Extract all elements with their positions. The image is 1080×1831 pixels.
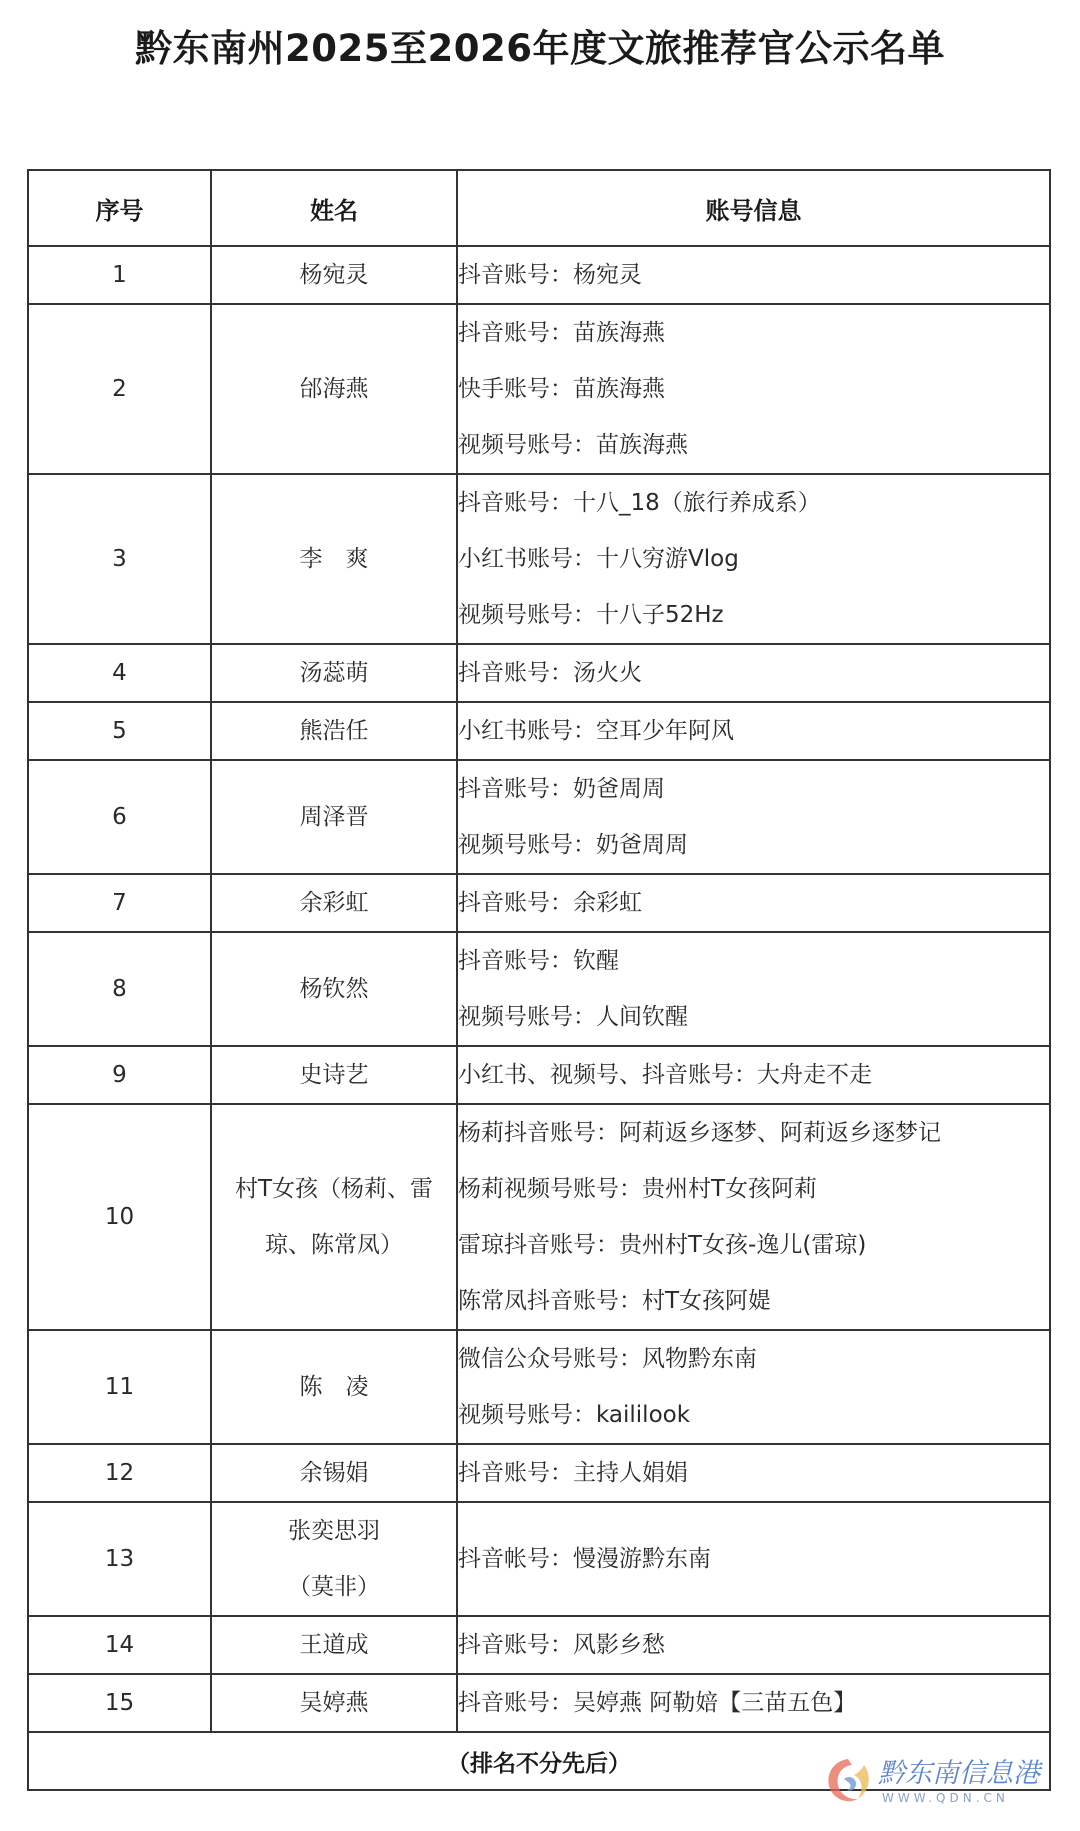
account-info [457, 932, 1050, 1046]
name-line: 杨宛灵 [299, 262, 369, 288]
ranking-note: （排名不分先后） [28, 1732, 1050, 1790]
row-number: 13 [28, 1502, 211, 1616]
recommender-name [211, 874, 457, 932]
recommender-name [211, 760, 457, 874]
watermark-text: 黔东南信息港 [878, 1758, 1040, 1789]
table-row [28, 1502, 1050, 1616]
account-line: 抖音账号：吴婷燕 阿勒婄【三苗五色】 [458, 1690, 857, 1716]
account-line: 抖音账号：风影乡愁 [458, 1632, 665, 1658]
account-info [457, 304, 1050, 474]
name-line: 史诗艺 [299, 1062, 369, 1088]
recommender-name [211, 1674, 457, 1732]
name-line: 村T女孩（杨莉、雷 [234, 1176, 434, 1202]
account-info [457, 246, 1050, 304]
account-line: 抖音账号：苗族海燕 [458, 320, 665, 346]
account-line: 杨莉视频号账号：贵州村T女孩阿莉 [458, 1176, 818, 1202]
row-number: 9 [28, 1046, 211, 1104]
name-line: 张奕思羽 [288, 1518, 380, 1544]
row-number: 11 [28, 1330, 211, 1444]
row-number: 10 [28, 1104, 211, 1330]
account-line: 抖音账号：奶爸周周 [458, 776, 665, 802]
site-watermark [820, 1747, 1040, 1817]
name-line: 陈 凌 [299, 1374, 369, 1400]
row-number: 15 [28, 1674, 211, 1732]
row-number: 7 [28, 874, 211, 932]
table-row [28, 1330, 1050, 1444]
recommender-name [211, 474, 457, 644]
account-info [457, 1104, 1050, 1330]
account-line: 小红书、视频号、抖音账号：大舟走不走 [458, 1062, 872, 1088]
account-info [457, 1616, 1050, 1674]
account-line: 视频号账号：人间钦醒 [458, 1004, 688, 1030]
account-info [457, 760, 1050, 874]
watermark-domain: WWW.QDN.CN [882, 1791, 1009, 1805]
account-info [457, 1046, 1050, 1104]
recommender-name [211, 1444, 457, 1502]
recommender-name [211, 1104, 457, 1330]
name-line: 余彩虹 [299, 890, 369, 916]
name-line: 王道成 [299, 1632, 369, 1658]
account-line: 抖音帐号：慢漫游黔东南 [458, 1546, 711, 1572]
row-number: 8 [28, 932, 211, 1046]
name-line: 邰海燕 [299, 376, 369, 402]
row-number: 3 [28, 474, 211, 644]
table-row [28, 932, 1050, 1046]
recommender-name [211, 246, 457, 304]
account-line: 视频号账号：kaililook [458, 1402, 691, 1428]
account-line: 微信公众号账号：风物黔东南 [458, 1346, 757, 1372]
name-line: 吴婷燕 [299, 1690, 369, 1716]
account-line: 抖音账号：主持人娟娟 [458, 1460, 688, 1486]
account-line: 抖音账号：钦醒 [458, 948, 619, 974]
roster-table [27, 169, 1051, 1791]
page-title: 黔东南州2025至2026年度文旅推荐官公示名单 [135, 27, 945, 70]
name-line: 汤蕊萌 [299, 660, 369, 686]
name-line: 余锡娟 [299, 1460, 369, 1486]
name-line: 杨钦然 [299, 976, 369, 1002]
account-info [457, 1444, 1050, 1502]
recommender-name [211, 932, 457, 1046]
account-line: 抖音账号：杨宛灵 [458, 262, 642, 288]
account-line: 快手账号：苗族海燕 [458, 376, 665, 402]
account-info [457, 1674, 1050, 1732]
header-accounts: 账号信息 [457, 170, 1050, 246]
recommender-name [211, 1502, 457, 1616]
row-number: 4 [28, 644, 211, 702]
name-line: 熊浩任 [299, 718, 369, 744]
name-line: 琼、陈常凤） [265, 1232, 403, 1258]
account-line: 抖音账号：十八_18（旅行养成系） [458, 490, 821, 516]
table-row [28, 1674, 1050, 1732]
row-number: 2 [28, 304, 211, 474]
name-line: （莫非） [288, 1574, 380, 1600]
table-row [28, 760, 1050, 874]
table-row [28, 1104, 1050, 1330]
table-header-row [28, 170, 1050, 246]
row-number: 1 [28, 246, 211, 304]
account-info [457, 1502, 1050, 1616]
name-line: 周泽晋 [299, 804, 369, 830]
table-row [28, 1616, 1050, 1674]
account-info [457, 644, 1050, 702]
roster-body [28, 246, 1050, 1732]
table-row [28, 1046, 1050, 1104]
recommender-name [211, 1616, 457, 1674]
table-row [28, 702, 1050, 760]
account-line: 视频号账号：十八子52Hz [458, 602, 724, 628]
recommender-name [211, 702, 457, 760]
row-number: 6 [28, 760, 211, 874]
recommender-name [211, 1330, 457, 1444]
table-row [28, 246, 1050, 304]
account-info [457, 874, 1050, 932]
account-info [457, 474, 1050, 644]
account-line: 小红书账号：十八穷游Vlog [458, 546, 739, 572]
account-line: 小红书账号：空耳少年阿风 [458, 718, 734, 744]
header-name: 姓名 [211, 170, 457, 246]
table-row [28, 874, 1050, 932]
row-number: 5 [28, 702, 211, 760]
swirl-logo-icon [820, 1753, 876, 1809]
row-number: 14 [28, 1616, 211, 1674]
table-row [28, 644, 1050, 702]
account-line: 抖音账号：汤火火 [458, 660, 642, 686]
recommender-name [211, 644, 457, 702]
table-row [28, 1444, 1050, 1502]
account-line: 抖音账号：余彩虹 [458, 890, 642, 916]
account-line: 视频号账号：苗族海燕 [458, 432, 688, 458]
account-line: 雷琼抖音账号：贵州村T女孩-逸儿(雷琼) [458, 1232, 867, 1258]
table-row [28, 304, 1050, 474]
row-number: 12 [28, 1444, 211, 1502]
recommender-name [211, 304, 457, 474]
account-info [457, 702, 1050, 760]
header-no: 序号 [28, 170, 211, 246]
account-info [457, 1330, 1050, 1444]
account-line: 陈常凤抖音账号：村T女孩阿媞 [458, 1288, 772, 1314]
name-line: 李 爽 [299, 546, 369, 572]
account-line: 视频号账号：奶爸周周 [458, 832, 688, 858]
recommender-name [211, 1046, 457, 1104]
table-row [28, 474, 1050, 644]
account-line: 杨莉抖音账号：阿莉返乡逐梦、阿莉返乡逐梦记 [458, 1120, 941, 1146]
